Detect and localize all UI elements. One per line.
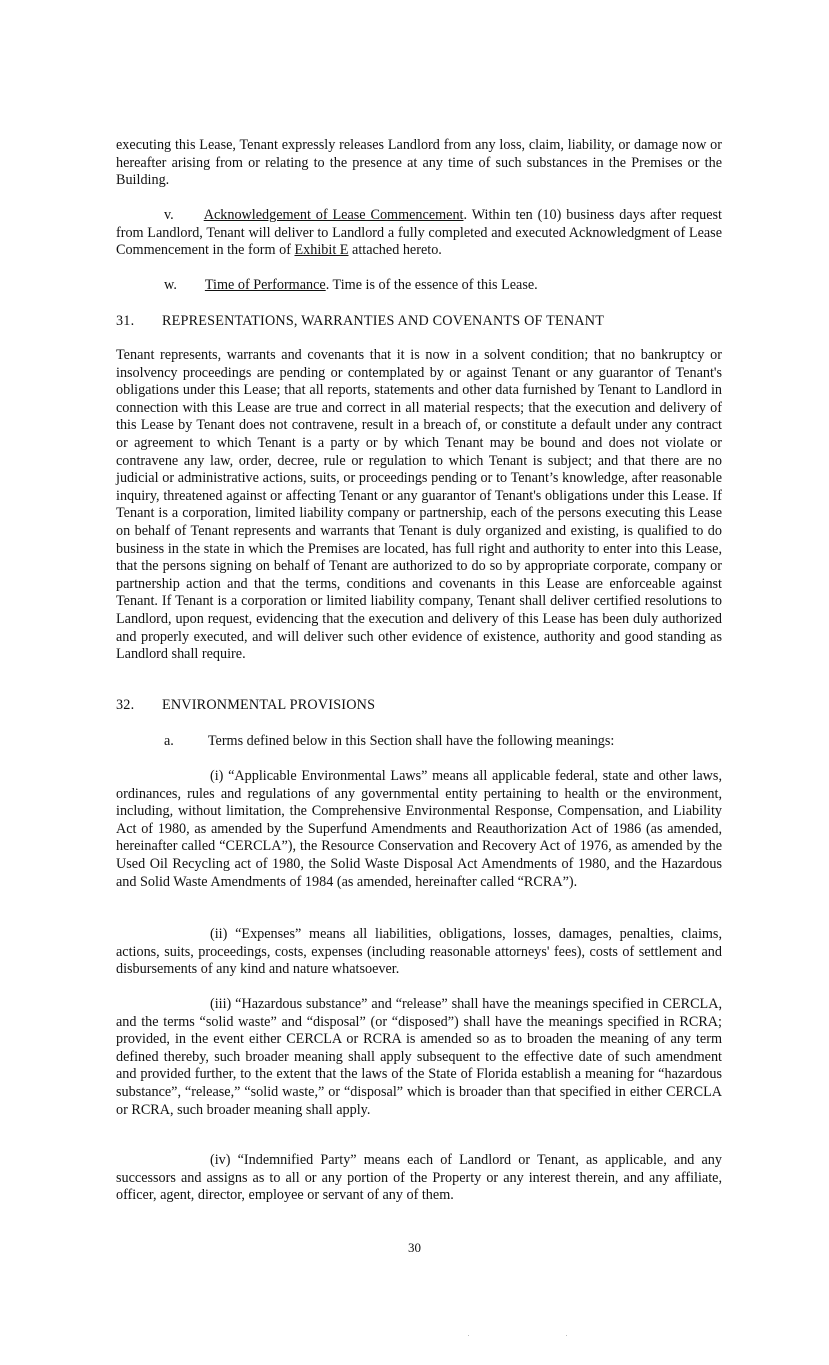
item-v-acknowledgement: [116, 207, 722, 260]
section-31-title: REPRESENTATIONS, WARRANTIES AND COVENANTS OF TENANT: [162, 313, 605, 329]
item-w-letter: w.: [164, 277, 177, 293]
item-a-text: Terms defined below in this Section shall have the following meanings:: [207, 733, 615, 749]
section-31-heading: [116, 313, 604, 331]
page-number: 30: [408, 1240, 421, 1255]
exhibit-e-reference: Exhibit E: [294, 242, 349, 259]
definition-ii-expenses: [116, 926, 722, 979]
section-32-number: 32.: [116, 697, 135, 713]
definition-iii-text: (iii) “Hazardous substance” and “release” shall have the meanings specified in CERCLA, and the terms “solid waste” and “disposal” (or “disposed”) shall have the meanings specified in RCRA; provided, in the event either CERCLA or RCRA is amended so as to broaden the meaning of any term defined thereby, such broader meaning shall apply subsequent to the effective date of such amendment and provided further, to the extent that the laws of the State of Florida establish a meaning for “hazardous substance”, “release,” “solid waste,” or “disposal” which is broader than that specified in either CERCLA or RCRA, such broader meaning shall apply.: [116, 996, 722, 1118]
item-w-text: . Time is of the essence of this Lease.: [325, 277, 538, 293]
item-w-time-of-performance: [164, 277, 538, 295]
section-31-paragraph: Tenant represents, warrants and covenants that it is now in a solvent condition; that no bankruptcy or insolvency proceedings are pending or contemplated by or against Tenant or any guarantor of Tenant's obligations under this Lease; that all reports, statements and other data furnished by Tenant to Landlord in connection with this Lease are true and correct in all material respects; that the execution and delivery of this Lease by Tenant does not contravene, result in a breach of, or constitute a default under any contract or agreement to which Tenant is a party or by which Tenant may be bound and does not violate or contravene any law, order, decree, rule or regulation to which Tenant is subject; and that there are no judicial or administrative actions, suits, or proceedings pending or to Tenant’s knowledge, after reasonable inquiry, threatened against or affecting Tenant or any guarantor of Tenant's obligations under this Lease. If Tenant is a corporation, limited liability company or partnership, each of the persons executing this Lease on behalf of Tenant represents and warrants that Tenant is duly organized and existing, is qualified to do business in the state in which the Premises are located, has full right and authority to enter into this Lease, that the persons signing on behalf of Tenant are authorized to do so by appropriate corporate, company or partnership action and that the terms, conditions and covenants in this Lease are enforceable against Tenant. If Tenant is a corporation or limited liability company, Tenant shall deliver certified resolutions to Landlord, upon request, evidencing that the execution and delivery of this Lease has been duly authorized and properly executed, and will deliver such other evidence of existence, authority and good standing as Landlord shall require.: [116, 347, 722, 663]
scan-speck: [566, 1335, 567, 1336]
definition-i-text: (i) “Applicable Environmental Laws” means all applicable federal, state and other laws, ordinances, rules and regulations of any governmental entity pertaining to health or the environment, including, without limitation, the Comprehensive Environmental Response, Compensation, and Liability Act of 1980, as amended by the Superfund Amendments and Reauthorization Act of 1986 (as amended, hereinafter called “CERCLA”), the Resource Conservation and Recovery Act of 1976, as amended by the Used Oil Recycling act of 1980, the Solid Waste Disposal Act Amendments of 1980, and the Hazardous and Solid Waste Amendments of 1984 (as amended, hereinafter called “RCRA”).: [116, 768, 722, 890]
section-31-body: [116, 347, 722, 664]
definition-ii-text: (ii) “Expenses” means all liabilities, obligations, losses, damages, penalties, claims, actions, suits, proceedings, costs, expenses (including reasonable attorneys' fees), costs of settlement and disbursements of any kind and nature whatsoever.: [116, 926, 722, 978]
definition-iv-indemnified-party: [116, 1152, 722, 1205]
item-v-text-2: attached hereto.: [348, 242, 442, 259]
definition-iv-text: (iv) “Indemnified Party” means each of Landlord or Tenant, as applicable, and any successors and assigns as to all or any portion of the Property or any interest therein, and any affiliate, officer, agent, director, employee or servant of any of them.: [116, 1152, 722, 1204]
section-32-title: ENVIRONMENTAL PROVISIONS: [162, 697, 376, 713]
item-v-paragraph: [116, 207, 722, 260]
section-31-number: 31.: [116, 313, 135, 329]
section-32-item-a: [164, 733, 614, 751]
item-w-title: Time of Performance: [204, 277, 326, 293]
item-v-title: Acknowledgement of Lease Commencement: [203, 207, 464, 223]
item-v-letter: v.: [164, 207, 174, 223]
section-32-heading: [116, 697, 375, 715]
item-a-letter: a.: [164, 733, 174, 749]
paragraph-text: executing this Lease, Tenant expressly releases Landlord from any loss, claim, liability, or damage now or hereafter arising from or relating to the presence at any time of such substances in the Premises or the Building.: [116, 137, 722, 189]
paragraph-release-continuation: [116, 137, 722, 190]
definition-i-applicable-environmental-laws: [116, 768, 722, 891]
definition-iii-hazardous-substance: [116, 996, 722, 1119]
scan-speck: [468, 1335, 469, 1336]
item-v-text-1: . Within ten (10) business days after request from Landlord, Tenant will deliver to Landlord a fully completed and executed Acknowledgment of Lease Commencement in the form of: [116, 207, 723, 259]
